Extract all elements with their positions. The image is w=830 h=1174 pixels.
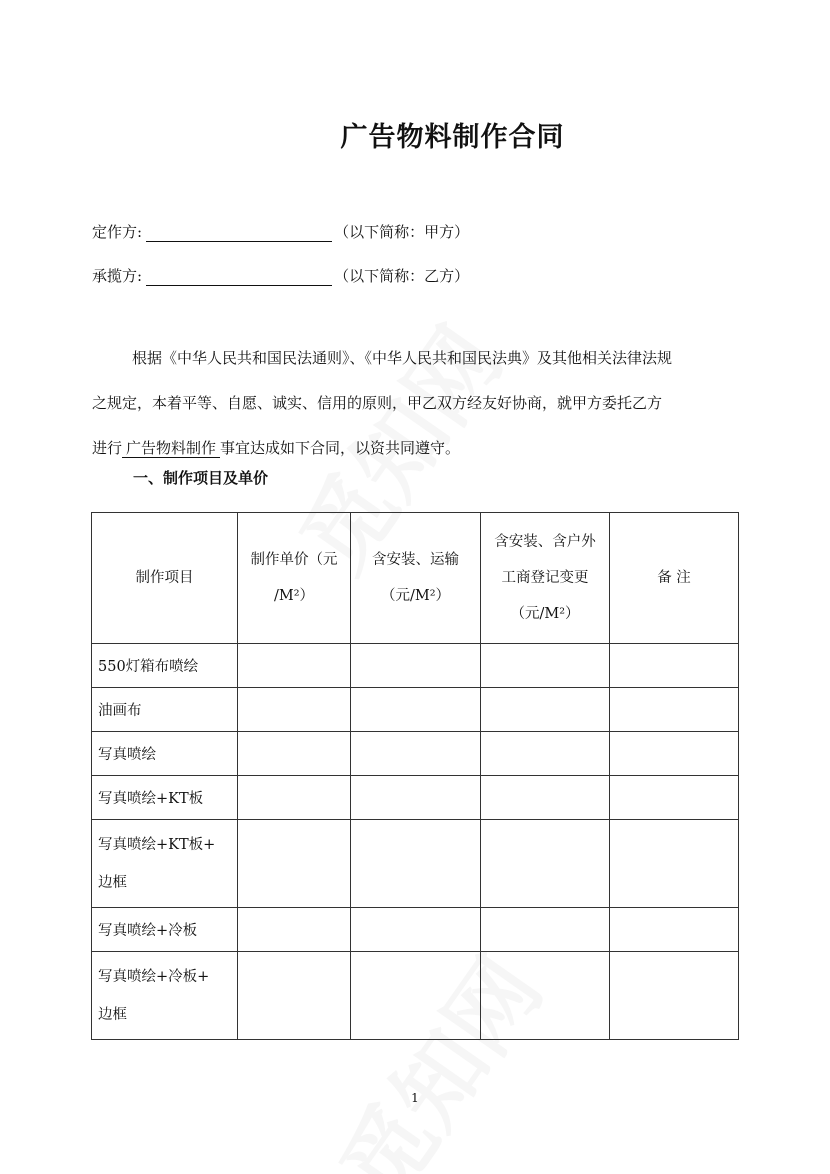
empty-cell[interactable] — [351, 820, 481, 908]
intro-paragraph — [92, 336, 742, 471]
party-a-suffix: （以下简称：甲方） — [334, 223, 470, 241]
item-cell — [92, 688, 238, 732]
header-text: 制作项目 — [135, 570, 194, 586]
table-row — [92, 908, 739, 952]
table-header-cell — [481, 513, 610, 644]
item-cell — [92, 820, 238, 908]
item-name: 边框 — [98, 874, 127, 891]
empty-cell[interactable] — [610, 732, 739, 776]
item-cell — [92, 644, 238, 688]
item-cell — [92, 732, 238, 776]
party-a-label: 定作方: — [92, 223, 143, 241]
empty-cell[interactable] — [481, 908, 610, 952]
empty-cell[interactable] — [610, 820, 739, 908]
empty-cell[interactable] — [610, 776, 739, 820]
intro-text: 进行 — [92, 439, 123, 457]
item-name: 写真喷绘+冷板+ — [98, 968, 210, 985]
empty-cell[interactable] — [238, 952, 351, 1040]
empty-cell[interactable] — [351, 952, 481, 1040]
table-row — [92, 644, 739, 688]
table-header-row — [92, 513, 739, 644]
intro-line: 根据《中华人民共和国民法通则》、《中华人民共和国民法典》及其他相关法律法规 — [132, 349, 673, 367]
item-cell — [92, 908, 238, 952]
subject-fill: 广告物料制作 — [122, 439, 220, 458]
intro-line — [92, 426, 742, 471]
item-name: 油画布 — [98, 703, 142, 719]
header-text: 制作单价（元 — [250, 552, 338, 568]
empty-cell[interactable] — [351, 688, 481, 732]
table-header-cell — [610, 513, 739, 644]
table-header-cell — [238, 513, 351, 644]
header-text: 含安装、含户外 — [494, 534, 596, 550]
header-text: （元/M²） — [380, 588, 451, 604]
item-name: 550灯箱布喷绘 — [98, 659, 199, 675]
price-table — [91, 512, 739, 1040]
empty-cell[interactable] — [610, 952, 739, 1040]
header-text: 工商登记变更 — [501, 570, 589, 586]
document-title: 广告物料制作合同 — [340, 122, 565, 153]
empty-cell[interactable] — [351, 776, 481, 820]
empty-cell[interactable] — [481, 820, 610, 908]
item-name: 写真喷绘+KT板 — [98, 791, 204, 807]
table-row — [92, 952, 739, 1040]
intro-line: 之规定，本着平等、自愿、诚实、信用的原则，甲乙双方经友好协商，就甲方委托乙方 — [92, 394, 663, 412]
page-number: 1 — [411, 1091, 419, 1105]
item-cell — [92, 952, 238, 1040]
header-text: （元/M²） — [510, 606, 580, 622]
header-text: 备 注 — [657, 570, 691, 586]
empty-cell[interactable] — [481, 688, 610, 732]
item-cell — [92, 776, 238, 820]
empty-cell[interactable] — [238, 820, 351, 908]
empty-cell[interactable] — [351, 732, 481, 776]
empty-cell[interactable] — [481, 952, 610, 1040]
table-row — [92, 732, 739, 776]
item-name: 边框 — [98, 1006, 127, 1023]
section-heading: 一、制作项目及单价 — [133, 469, 269, 487]
item-name: 写真喷绘+冷板 — [98, 923, 198, 939]
party-b-suffix: （以下简称：乙方） — [334, 267, 470, 285]
empty-cell[interactable] — [238, 688, 351, 732]
empty-cell[interactable] — [238, 908, 351, 952]
header-text: /M²） — [273, 588, 315, 604]
party-a-line — [92, 221, 469, 242]
item-name: 写真喷绘 — [98, 747, 156, 763]
party-b-blank[interactable] — [146, 269, 332, 286]
header-text: 含安装、运输 — [372, 552, 459, 568]
intro-text: 事宜达成如下合同，以资共同遵守。 — [220, 439, 461, 457]
table-row — [92, 820, 739, 908]
empty-cell[interactable] — [610, 688, 739, 732]
empty-cell[interactable] — [481, 732, 610, 776]
empty-cell[interactable] — [238, 644, 351, 688]
empty-cell[interactable] — [610, 644, 739, 688]
empty-cell[interactable] — [481, 776, 610, 820]
party-a-blank[interactable] — [146, 225, 332, 242]
empty-cell[interactable] — [238, 776, 351, 820]
empty-cell[interactable] — [610, 908, 739, 952]
empty-cell[interactable] — [351, 908, 481, 952]
table-header-cell — [351, 513, 481, 644]
empty-cell[interactable] — [351, 644, 481, 688]
empty-cell[interactable] — [481, 644, 610, 688]
table-row — [92, 776, 739, 820]
party-b-line — [92, 265, 469, 286]
empty-cell[interactable] — [238, 732, 351, 776]
table-row — [92, 688, 739, 732]
item-name: 写真喷绘+KT板+ — [98, 836, 216, 853]
party-b-label: 承揽方: — [92, 267, 143, 285]
table-header-cell — [92, 513, 238, 644]
